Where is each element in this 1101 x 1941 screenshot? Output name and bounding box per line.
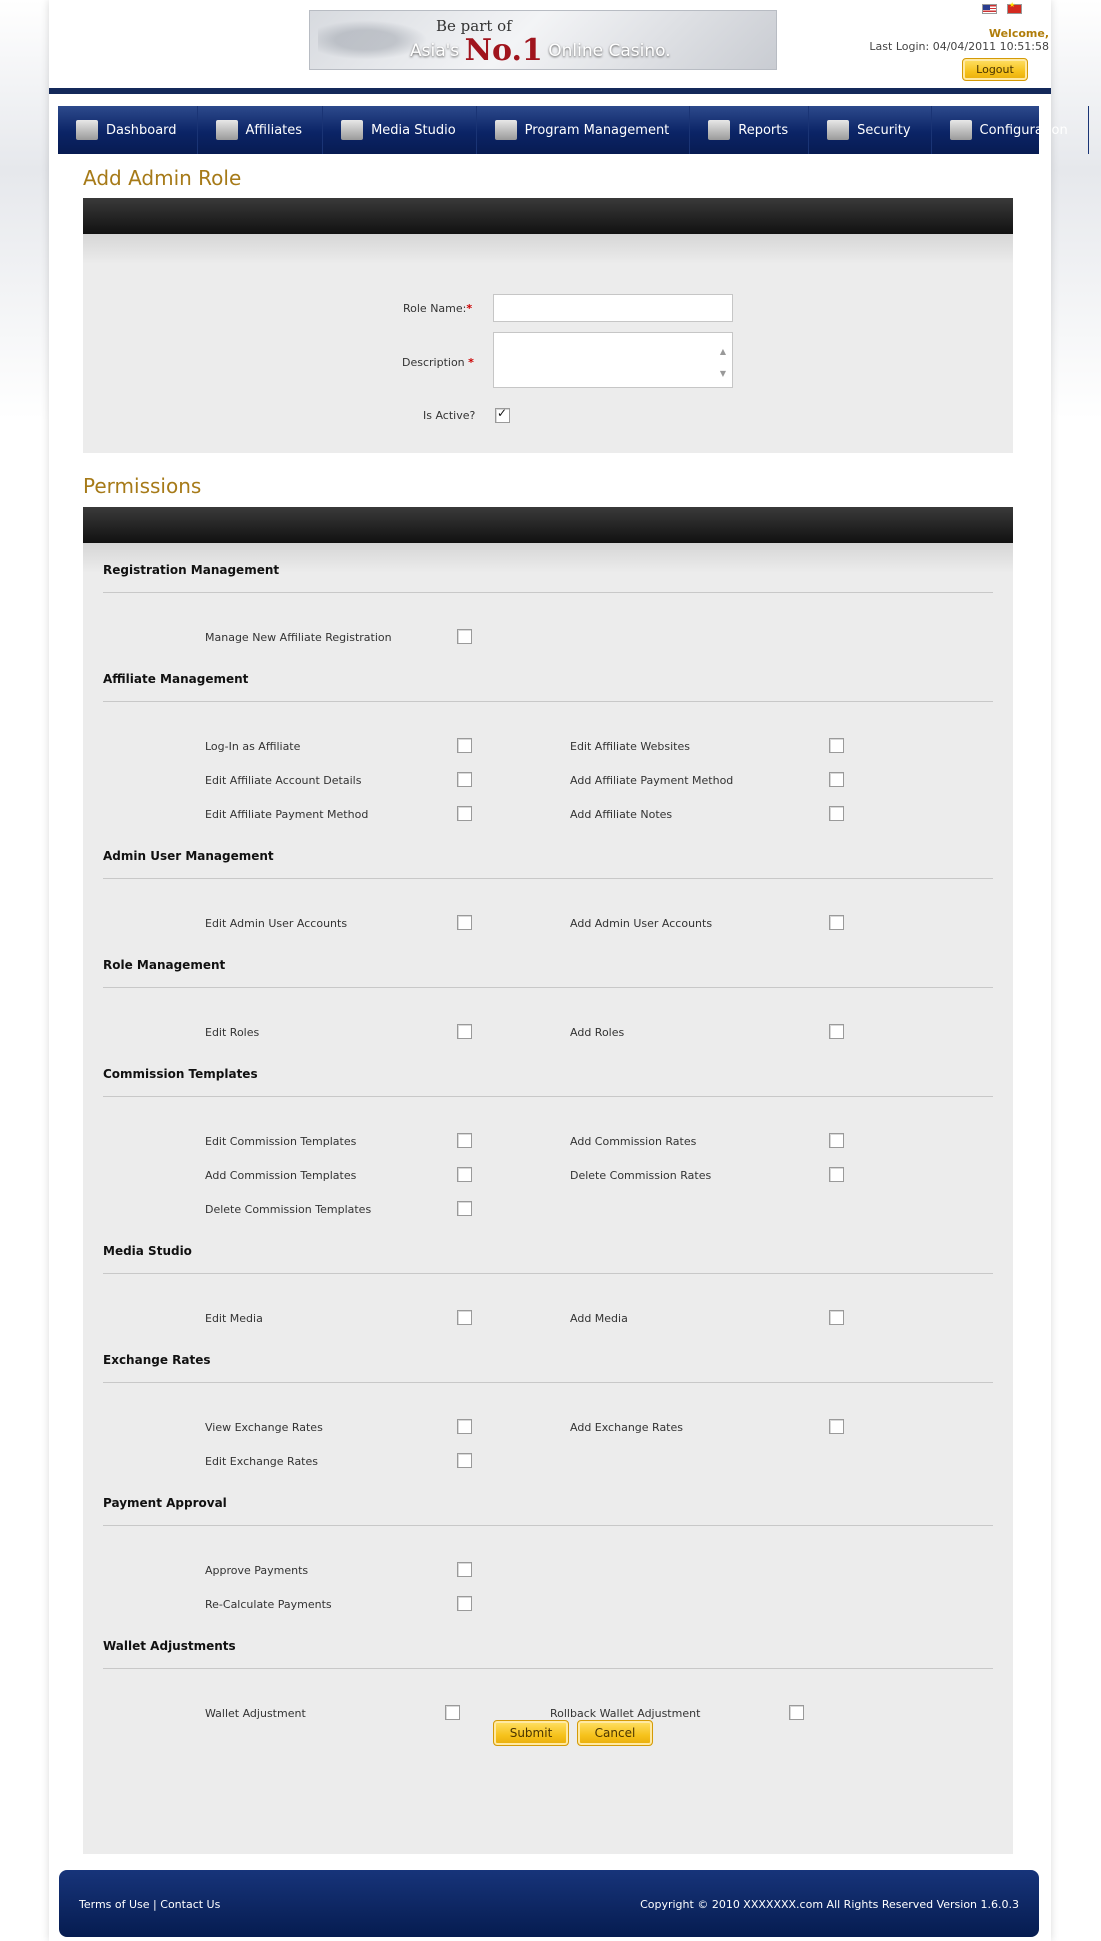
section-title: Registration Management xyxy=(103,563,280,577)
section-divider xyxy=(103,1382,993,1383)
permission-label: Add Affiliate Payment Method xyxy=(570,774,734,787)
banner-line2 xyxy=(410,33,671,68)
section-divider xyxy=(103,592,993,593)
nav-label: Security xyxy=(857,122,911,138)
page-title: Add Admin Role xyxy=(83,166,242,190)
role-name-input[interactable] xyxy=(493,294,733,322)
nav-label: Reports xyxy=(738,122,789,138)
nav-item-dashboard[interactable] xyxy=(58,106,198,154)
permission-checkbox[interactable] xyxy=(457,1419,472,1434)
permission-label: View Exchange Rates xyxy=(205,1421,323,1434)
panel-fade xyxy=(83,234,1013,264)
permission-checkbox[interactable] xyxy=(829,806,844,821)
section-title: Commission Templates xyxy=(103,1067,258,1081)
permission-label: Edit Affiliate Payment Method xyxy=(205,808,369,821)
section-title: Exchange Rates xyxy=(103,1353,211,1367)
nav-label: Affiliates xyxy=(245,122,303,138)
description-textarea[interactable] xyxy=(493,332,733,388)
banner-asias: Asia's xyxy=(410,41,460,61)
section-title: Admin User Management xyxy=(103,849,274,863)
permission-label: Edit Exchange Rates xyxy=(205,1455,318,1468)
contact-link[interactable]: Contact Us xyxy=(160,1898,221,1911)
nav-item-reports[interactable] xyxy=(690,106,809,154)
us-flag-icon[interactable] xyxy=(982,4,997,14)
permission-label: Add Commission Rates xyxy=(570,1135,697,1148)
permission-label: Edit Media xyxy=(205,1312,263,1325)
permission-checkbox[interactable] xyxy=(829,1133,844,1148)
lock-icon xyxy=(827,120,849,140)
permission-label: Wallet Adjustment xyxy=(205,1707,306,1720)
cancel-button[interactable]: Cancel xyxy=(577,1720,653,1746)
nav-label: Dashboard xyxy=(106,122,177,138)
section-divider xyxy=(103,878,993,879)
footer-links xyxy=(79,1898,220,1911)
permission-label: Delete Commission Templates xyxy=(205,1203,372,1216)
section-title: Role Management xyxy=(103,958,226,972)
clapperboard-icon xyxy=(341,120,363,140)
section-divider xyxy=(103,1525,993,1526)
casino-banner[interactable] xyxy=(309,10,777,70)
section-divider xyxy=(103,1096,993,1097)
role-form-panel xyxy=(83,198,1013,453)
permission-checkbox[interactable] xyxy=(829,1024,844,1039)
permission-checkbox[interactable] xyxy=(457,1596,472,1611)
permission-label: Manage New Affiliate Registration xyxy=(205,631,392,644)
nav-item-affiliates[interactable] xyxy=(198,106,324,154)
permission-label: Edit Admin User Accounts xyxy=(205,917,348,930)
description-label-text: Description xyxy=(402,356,465,369)
gear-icon xyxy=(950,120,972,140)
section-title: Media Studio xyxy=(103,1244,192,1258)
permission-label: Rollback Wallet Adjustment xyxy=(550,1707,701,1720)
permissions-title: Permissions xyxy=(83,474,202,498)
page-container xyxy=(49,0,1068,1941)
permission-checkbox[interactable] xyxy=(829,738,844,753)
permission-label: Edit Affiliate Account Details xyxy=(205,774,362,787)
permission-checkbox[interactable] xyxy=(829,1310,844,1325)
logout-button[interactable]: Logout xyxy=(962,58,1028,81)
section-divider xyxy=(103,701,993,702)
last-login: Last Login: 04/04/2011 10:51:58 xyxy=(869,40,1049,53)
permissions-panel xyxy=(83,507,1013,1854)
nav-label: Configuration xyxy=(979,122,1068,138)
permission-label: Edit Affiliate Websites xyxy=(570,740,690,753)
banner-no1: No.1 xyxy=(464,33,543,68)
user-icon xyxy=(216,120,238,140)
section-title: Wallet Adjustments xyxy=(103,1639,236,1653)
permission-label: Add Exchange Rates xyxy=(570,1421,683,1434)
nav-item-media-studio[interactable] xyxy=(323,106,477,154)
permission-checkbox[interactable] xyxy=(457,1562,472,1577)
footer-separator: | xyxy=(153,1898,157,1911)
permission-checkbox[interactable] xyxy=(445,1705,460,1720)
role-name-label-text: Role Name: xyxy=(403,302,467,315)
permission-checkbox[interactable] xyxy=(829,772,844,787)
permission-checkbox[interactable] xyxy=(457,629,472,644)
role-name-label xyxy=(403,302,472,315)
footer xyxy=(59,1870,1039,1937)
panel-header-bar xyxy=(83,198,1013,234)
permission-checkbox[interactable] xyxy=(457,772,472,787)
banner-rest: Online Casino. xyxy=(548,41,671,61)
permission-checkbox[interactable] xyxy=(457,1024,472,1039)
chart-icon xyxy=(495,120,517,140)
copyright-text: Copyright © 2010 XXXXXXX.com All Rights Reserved Version 1.6.0.3 xyxy=(640,1898,1019,1911)
permission-label: Delete Commission Rates xyxy=(570,1169,712,1182)
dashboard-icon xyxy=(76,120,98,140)
permission-checkbox[interactable] xyxy=(457,1133,472,1148)
submit-button[interactable]: Submit xyxy=(493,1720,569,1746)
permission-label: Re-Calculate Payments xyxy=(205,1598,332,1611)
welcome-text: Welcome, xyxy=(988,27,1049,40)
nav-label: Media Studio xyxy=(371,122,456,138)
permission-checkbox[interactable] xyxy=(457,915,472,930)
permission-label: Approve Payments xyxy=(205,1564,309,1577)
is-active-label: Is Active? xyxy=(423,409,476,422)
permission-label: Add Media xyxy=(570,1312,628,1325)
permission-checkbox[interactable] xyxy=(457,738,472,753)
description-label xyxy=(402,356,474,369)
permission-label: Add Admin User Accounts xyxy=(570,917,713,930)
section-divider xyxy=(103,1668,993,1669)
header-divider xyxy=(49,88,1051,94)
permission-label: Edit Commission Templates xyxy=(205,1135,357,1148)
permission-checkbox[interactable] xyxy=(457,1201,472,1216)
section-title: Payment Approval xyxy=(103,1496,227,1510)
banner-line1: Be part of xyxy=(436,17,512,35)
nav-item-security[interactable] xyxy=(809,106,931,154)
nav-item-program-management[interactable] xyxy=(477,106,691,154)
nav-label: Program Management xyxy=(524,122,670,138)
permission-label: Add Affiliate Notes xyxy=(570,808,673,821)
permission-label: Edit Roles xyxy=(205,1026,260,1039)
permission-label: Add Commission Templates xyxy=(205,1169,357,1182)
permission-checkbox[interactable] xyxy=(457,806,472,821)
section-title: Affiliate Management xyxy=(103,672,249,686)
permission-checkbox[interactable] xyxy=(829,1167,844,1182)
permission-checkbox[interactable] xyxy=(829,915,844,930)
permission-checkbox[interactable] xyxy=(789,1705,804,1720)
report-icon xyxy=(708,120,730,140)
terms-link[interactable]: Terms of Use xyxy=(79,1898,150,1911)
textarea-scrollbar[interactable]: ▲ ▼ xyxy=(719,347,726,378)
required-marker: * xyxy=(466,302,473,315)
required-marker: * xyxy=(468,356,474,369)
permission-checkbox[interactable] xyxy=(457,1453,472,1468)
panel-header-bar xyxy=(83,507,1013,543)
permission-label: Add Roles xyxy=(570,1026,625,1039)
permission-label: Log-In as Affiliate xyxy=(205,740,301,753)
main-nav xyxy=(58,106,1068,154)
section-divider xyxy=(103,1273,993,1274)
section-divider xyxy=(103,987,993,988)
nav-item-configuration[interactable] xyxy=(932,106,1089,154)
permission-checkbox[interactable] xyxy=(457,1310,472,1325)
is-active-checkbox[interactable] xyxy=(495,408,510,423)
china-flag-icon[interactable] xyxy=(1007,4,1022,14)
permission-checkbox[interactable] xyxy=(457,1167,472,1182)
permission-checkbox[interactable] xyxy=(829,1419,844,1434)
